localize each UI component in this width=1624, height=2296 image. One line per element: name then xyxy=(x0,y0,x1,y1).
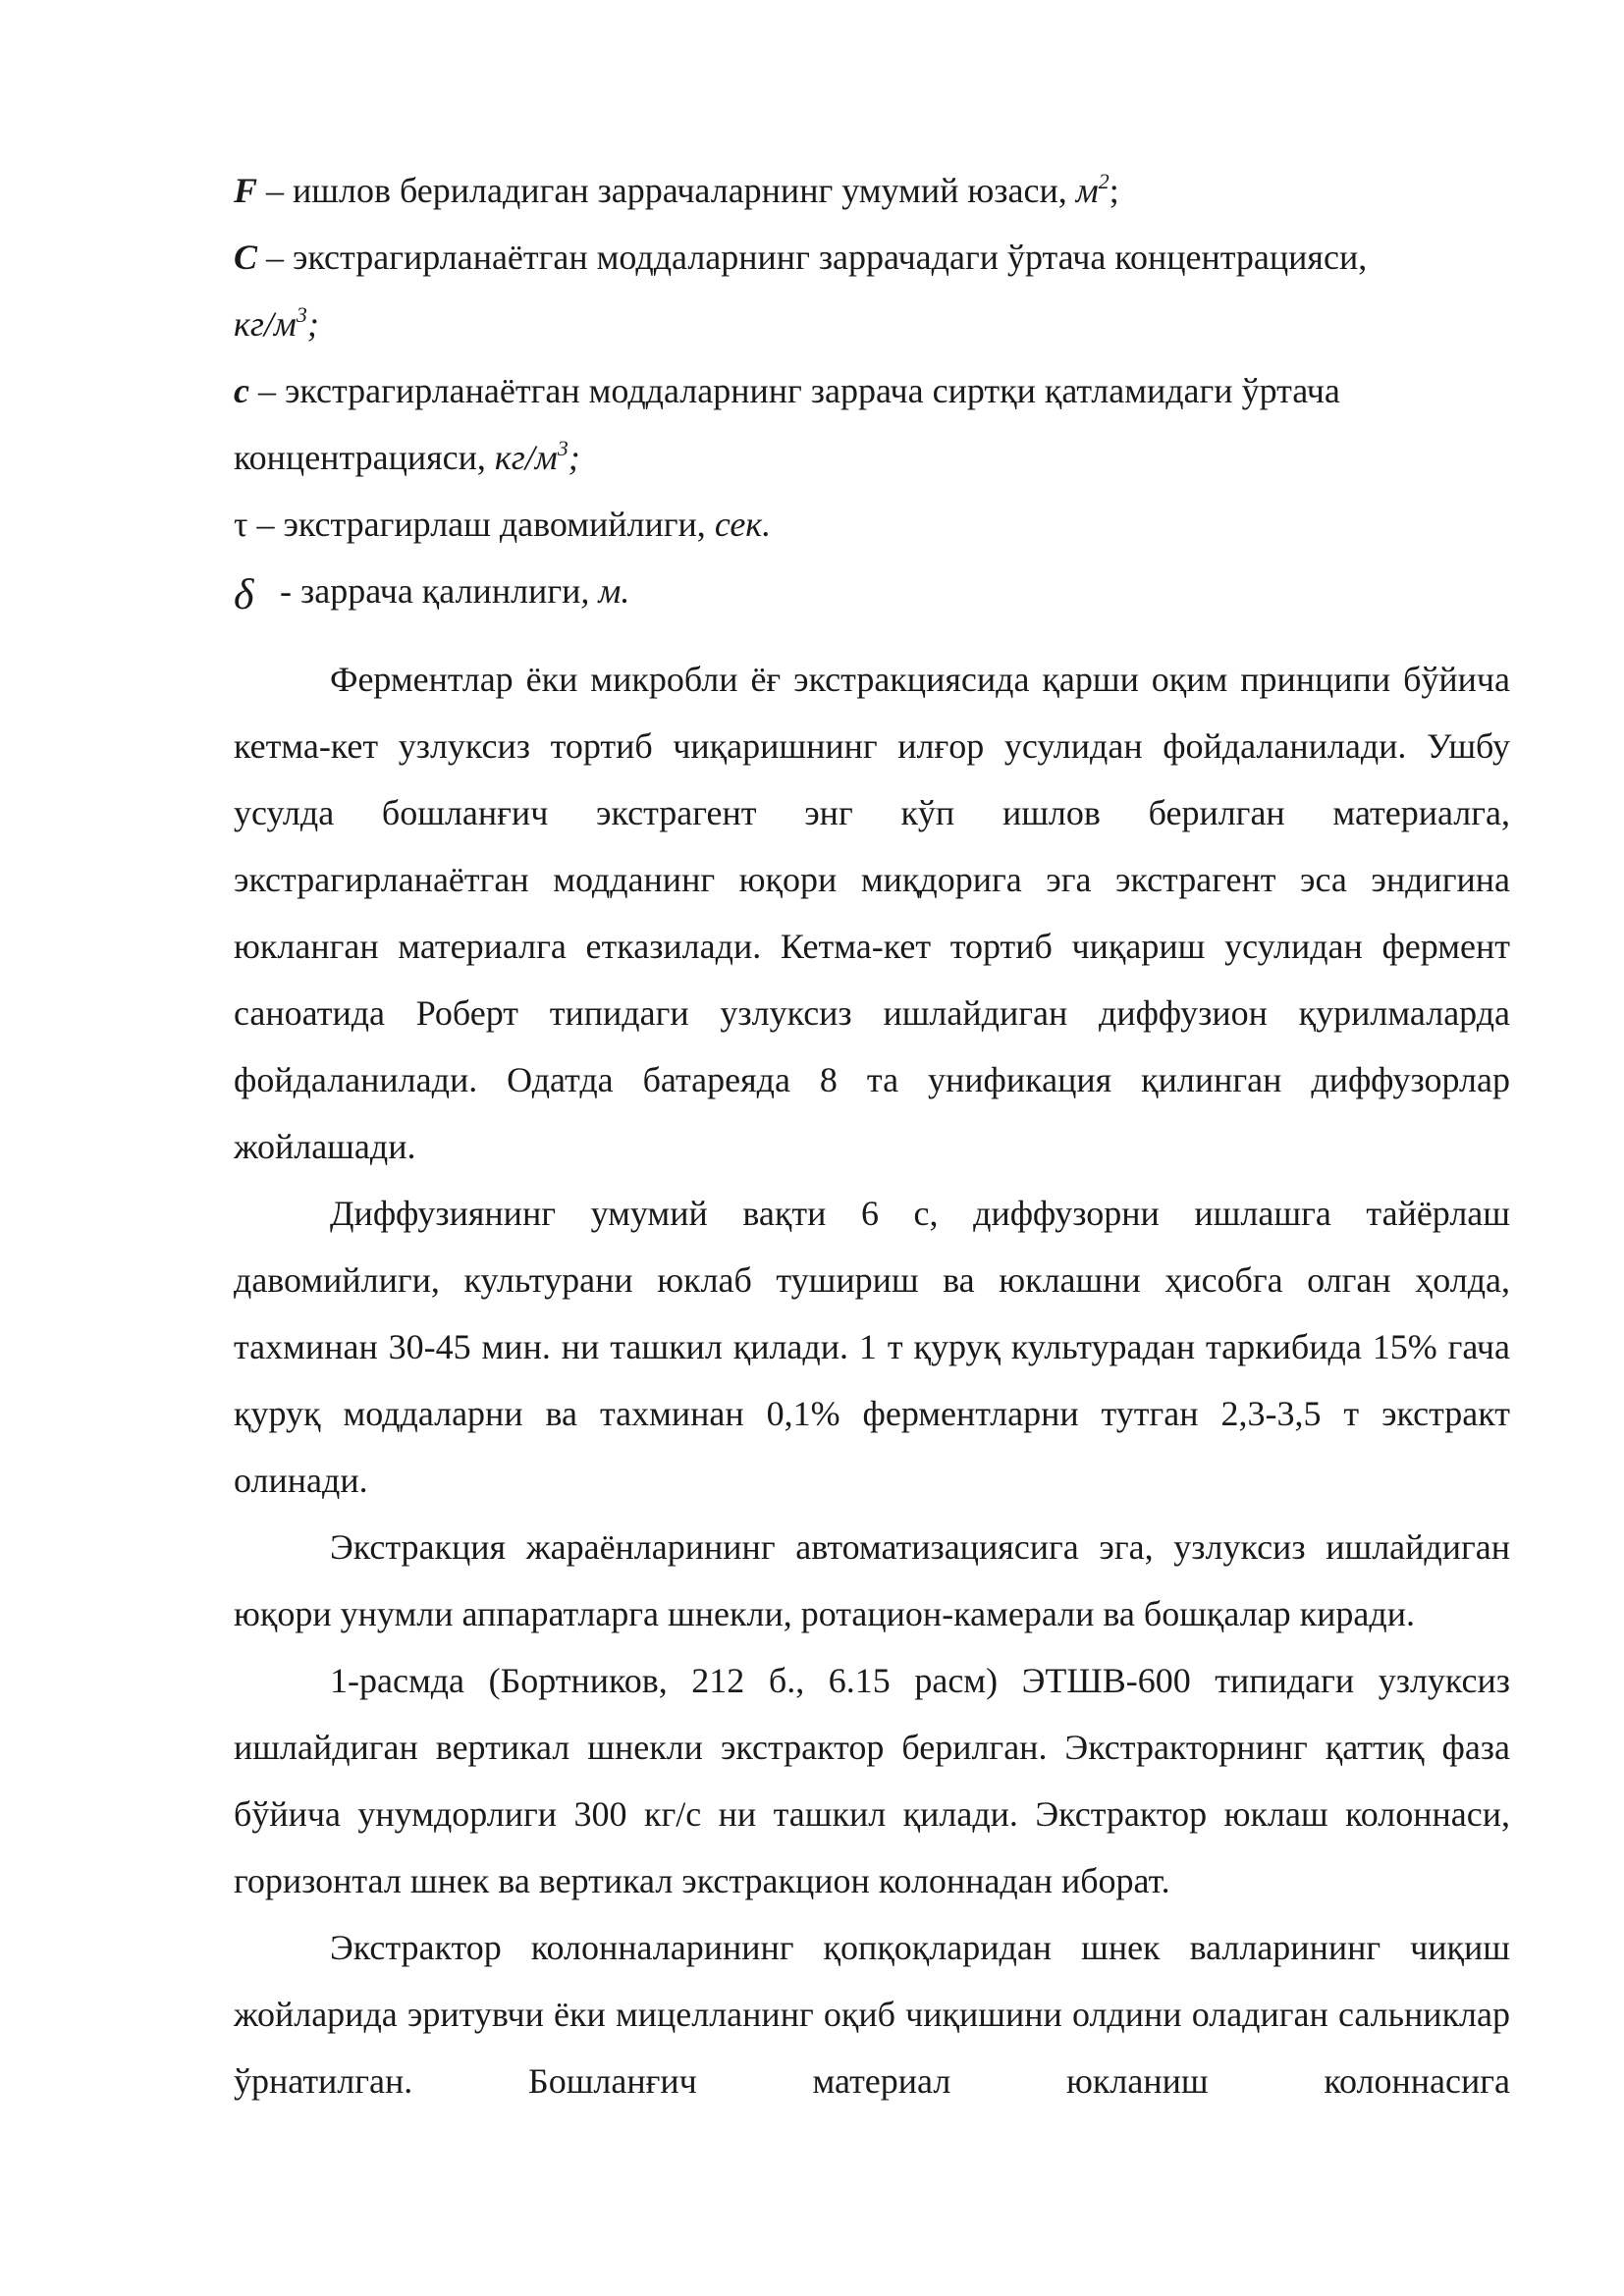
symbol-c: с xyxy=(234,371,249,410)
definition-c-unit-exponent: 3 xyxy=(557,436,568,460)
symbol-F: F xyxy=(234,171,258,210)
document-page xyxy=(234,157,1510,2114)
definition-c-text: – экстрагирланаётган моддаларнинг заррача сиртқи қатламидаги ўртача xyxy=(248,371,1340,410)
definition-c-line2 xyxy=(234,424,1510,491)
definition-C-text: – экстрагирланаётган моддаларнинг заррачадаги ўртача концентрацияси, xyxy=(257,238,1368,277)
definition-F-tail: ; xyxy=(1109,171,1119,210)
definition-C-unit: кг/м xyxy=(234,304,297,344)
paragraph-5: Экстрактор колонналарининг қопқоқларидан шнек валларининг чиқиш жойларида эритувчи ёки мицелланинг оқиб чиқишини олдини оладиган сальниклар ўрнатилган. Бошланғич материал юкланиш колоннасига xyxy=(234,1928,1510,2101)
paragraph-2: Диффузиянинг умумий вақти 6 с, диффузорни ишлашга тайёрлаш давомийлиги, культурани юклаб тушириш ва юклашни ҳисобга олган ҳолда, тахминан 30-45 мин. ни ташкил қилади. 1 т қуруқ культурадан таркибида 15% гача қуруқ моддаларни ва тахминан 0,1% ферментларни тутган 2,3-3,5 т экстракт олинади. xyxy=(234,1194,1510,1500)
definition-tau-unit: сек. xyxy=(714,505,772,544)
definition-F xyxy=(234,157,1510,224)
paragraph-1: Ферментлар ёки микробли ёғ экстракциясида қарши оқим принципи бўйича кетма-кет узлуксиз тортиб чиқаришнинг илғор усулидан фойдаланилади. Ушбу усулда бошланғич экстрагент энг кўп ишлов берилган материалга, экстрагирланаётган модданинг юқори миқдорига эга экстрагент эса эндигина юкланган материалга етказилади. Кетма-кет тортиб чиқариш усулидан фермент саноатида Роберт типидаги узлуксиз ишлайдиган диффузион қурилмаларда фойдаланилади. Одатда батареяда 8 та унификация қилинган диффузорлар жойлашади. xyxy=(234,660,1510,1166)
definition-c xyxy=(234,357,1510,424)
definition-F-text: – ишлов бериладиган заррачаларнинг умумий юзаси, xyxy=(257,171,1076,210)
paragraph-3: Экстракция жараёнларининг автоматизациясига эга, узлуксиз ишлайдиган юқори унумли аппаратларга шнекли, ротацион-камерали ва бошқалар киради. xyxy=(234,1527,1510,1633)
definition-tau xyxy=(234,491,1510,558)
definition-F-unit-exponent: 2 xyxy=(1098,169,1110,193)
definition-delta-unit: , м. xyxy=(580,571,630,611)
symbol-C: C xyxy=(234,238,258,277)
definition-F-unit: м xyxy=(1075,171,1099,210)
definition-C-unit-line xyxy=(234,291,1510,357)
definition-delta xyxy=(234,558,1510,624)
definition-c-line2-text: концентрацияси, xyxy=(234,438,495,477)
paragraph-4: 1-расмда (Бортников, 212 б., 6.15 расм) ЭТШВ-600 типидаги узлуксиз ишлайдиган вертикал шнекли экстрактор берилган. Экстракторнинг қаттиқ фаза бўйича унумдорлиги 300 кг/с ни ташкил қилади. Экстрактор юклаш колоннаси, горизонтал шнек ва вертикал экстракцион колоннадан иборат. xyxy=(234,1661,1510,1900)
definition-C xyxy=(234,224,1510,291)
definition-c-unit: кг/м xyxy=(494,438,558,477)
symbol-delta: δ xyxy=(234,570,254,618)
definition-delta-text: - заррача қалинлиги xyxy=(271,571,581,611)
definition-C-tail: ; xyxy=(306,304,319,344)
symbol-tau: τ xyxy=(234,505,248,544)
definition-tau-text: – экстрагирлаш давомийлиги, xyxy=(247,505,715,544)
definition-C-unit-exponent: 3 xyxy=(296,302,307,327)
definition-c-tail: ; xyxy=(568,438,580,477)
